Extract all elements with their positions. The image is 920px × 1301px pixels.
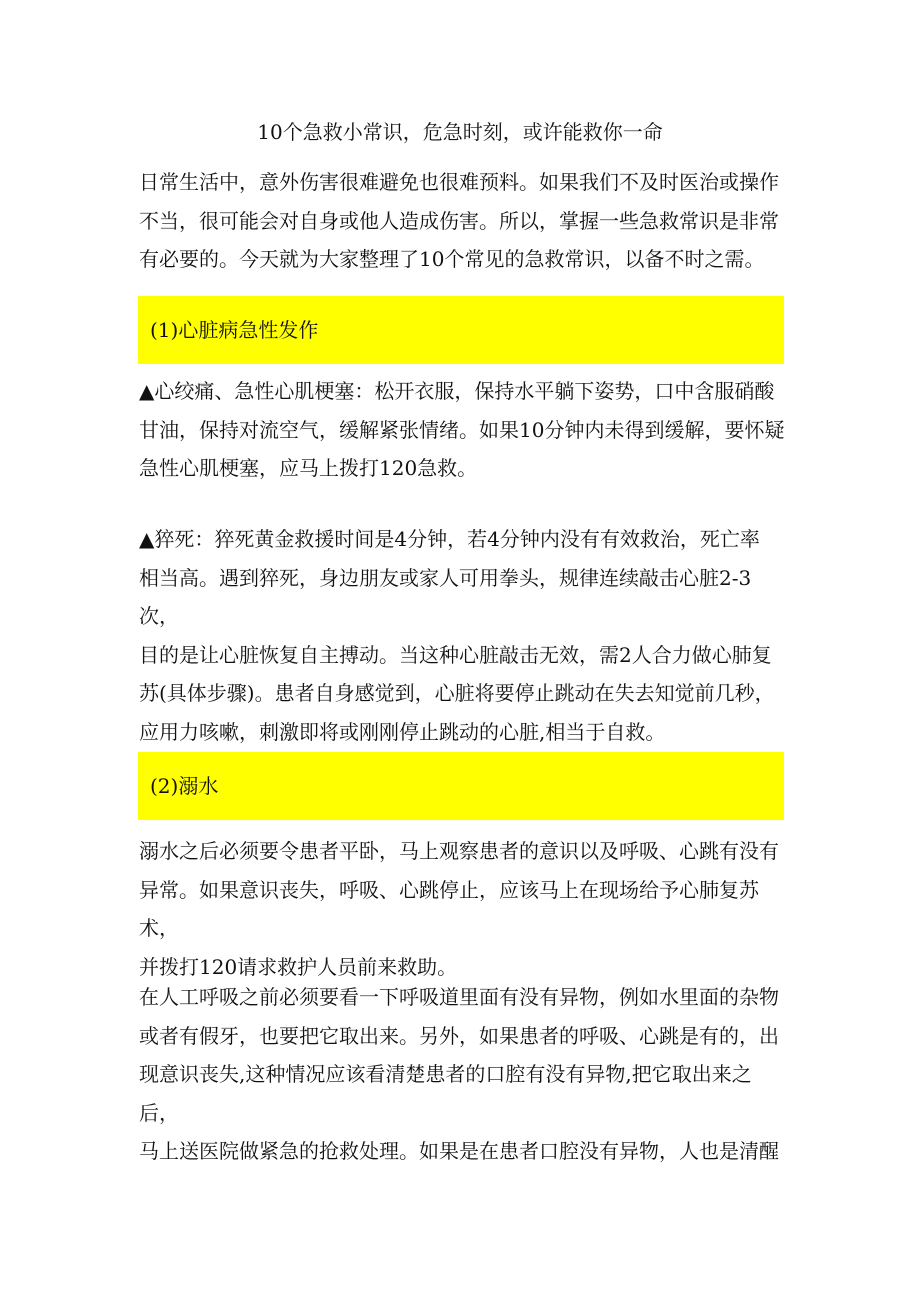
document-title: 10个急救小常识，危急时刻，或许能救你一命 [257, 120, 663, 144]
paragraph-drowning-first-aid: 溺水之后必须要令患者平卧，马上观察患者的意识以及呼吸、心跳有没有 异常。如果意识丧失，呼吸、心跳停止，应该马上在现场给予心肺复苏术， 并拨打120请求救护人员前来救助。 [139, 839, 779, 979]
paragraph-sudden-death: ▲猝死：猝死黄金救援时间是4分钟，若4分钟内没有有效救治，死亡率 相当高。遇到猝死，身边朋友或家人可用拳头，规律连续敲击心脏2-3次， 目的是让心脏恢复自主搏动。当这种心脏敲击无效，需2人合力做心肺复 苏(具体步骤)。患者自身感觉到，心脏将要停止跳动在失去知觉前几秒， 应用力咳嗽，刺激即将或刚刚停止跳动的心脏,相当于自救。 [139, 527, 775, 744]
paragraph-drowning-airway: 在人工呼吸之前必须要看一下呼吸道里面有没有异物，例如水里面的杂物 或者有假牙，也要把它取出来。另外，如果患者的呼吸、心跳是有的，出 现意识丧失,这种情况应该看清楚患者的口腔有没有异物,把它取出来之后， 马上送医院做紧急的抢救处理。如果是在患者口腔没有异物，人也是清醒 [139, 985, 779, 1163]
paragraph-angina: ▲心绞痛、急性心肌梗塞：松开衣服，保持水平躺下姿势，口中含服硝酸 甘油，保持对流空气，缓解紧张情绪。如果10分钟内未得到缓解，要怀疑 急性心肌梗塞，应马上拨打120急救。 [139, 379, 785, 480]
section-heading-drowning: (2)溺水 [138, 752, 784, 820]
intro-paragraph: 日常生活中，意外伤害很难避免也很难预料。如果我们不及时医治或操作 不当，很可能会对自身或他人造成伤害。所以，掌握一些急救常识是非常 有必要的。今天就为大家整理了10个常见的急救常识，以备不时之需。 [139, 170, 779, 271]
section-heading-heart-attack: (1)心脏病急性发作 [138, 296, 784, 364]
